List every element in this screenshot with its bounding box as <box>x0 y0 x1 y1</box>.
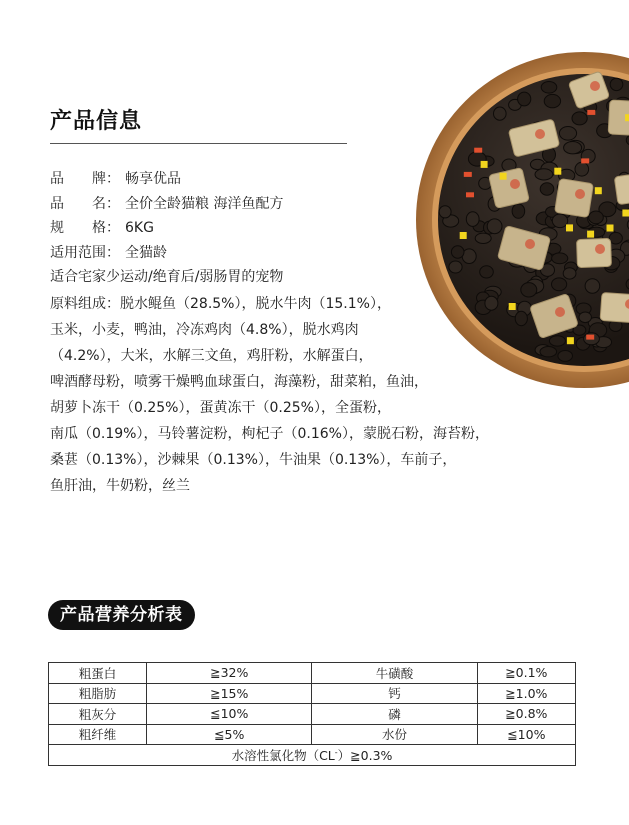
kibble <box>609 232 622 244</box>
product-info-block <box>50 167 580 499</box>
red-speck <box>595 244 605 254</box>
title-divider <box>50 143 347 144</box>
nutrient-name: 粗纤维 <box>49 724 147 745</box>
kibble <box>564 142 582 154</box>
ingredients-line: 鱼肝油，牛奶粉，丝兰 <box>50 477 190 494</box>
table-row <box>49 683 576 704</box>
kibble <box>494 107 507 120</box>
brand-value: 畅享优品 <box>125 171 181 187</box>
nutrient-name: 磷 <box>312 704 477 725</box>
carrot-bit <box>581 158 589 163</box>
carrot-bit <box>474 148 482 153</box>
kibble <box>579 312 591 323</box>
ingredients-line: （4.2%），大米，水解三文鱼，鸡肝粉，水解蛋白， <box>50 347 373 364</box>
carrot-bit <box>586 335 594 340</box>
scope-row <box>50 241 580 266</box>
nutrient-value: ≧1.0% <box>477 683 575 704</box>
nutrient-value: ≦10% <box>146 704 311 725</box>
chloride-prefix: 水溶性氯化物（CL <box>231 747 335 763</box>
spec-row <box>50 216 580 241</box>
nutrient-name: 钙 <box>312 683 477 704</box>
name-value: 全价全龄猫粮 海洋鱼配方 <box>125 195 284 212</box>
nutrient-value: ≧15% <box>146 683 311 704</box>
chloride-cell <box>49 745 576 766</box>
kibble <box>559 127 576 141</box>
kibble <box>572 112 587 125</box>
nutrient-value: ≧32% <box>146 663 311 684</box>
name-row <box>50 192 580 217</box>
yolk-bit <box>587 231 594 238</box>
kibble <box>541 82 557 94</box>
nutrient-name: 粗灰分 <box>49 704 147 725</box>
brand-row <box>50 167 580 192</box>
yolk-bit <box>595 187 602 194</box>
spec-label: 规 格： <box>50 220 120 236</box>
nutrient-name: 牛磺酸 <box>312 663 477 684</box>
suitable-text: 适合宅家少运动/绝育后/弱肠胃的宠物 <box>50 269 284 285</box>
kibble <box>544 94 560 107</box>
nutrition-table <box>48 662 576 766</box>
ingredients-line: 原料组成：脱水鲲鱼（28.5%），脱水牛肉（15.1%）， <box>50 295 391 312</box>
ingredients-line: 啤酒酵母粉，喷雾干燥鸭血球蛋白，海藻粉，甜菜粕，鱼油， <box>50 373 428 390</box>
table-row <box>49 724 576 745</box>
scope-value: 全猫龄 <box>125 244 167 261</box>
yolk-bit <box>607 225 614 232</box>
yolk-bit <box>622 210 629 217</box>
ingredients-line: 玉米，小麦，鸭油，冷冻鸡肉（4.8%），脱水鸡肉 <box>50 321 359 338</box>
nutrition-title-badge: 产品营养分析表 <box>48 600 195 630</box>
kibble <box>518 92 531 106</box>
nutrient-value: ≦10% <box>477 724 575 745</box>
nutrient-name: 水份 <box>312 724 477 745</box>
spec-value: 6KG <box>125 220 154 236</box>
kibble <box>610 78 623 90</box>
red-speck <box>535 129 545 139</box>
red-speck <box>590 81 600 91</box>
table-footer-row <box>49 745 576 766</box>
ingredients-line: 桑葚（0.13%），沙棘果（0.13%），牛油果（0.13%），车前子， <box>50 451 457 468</box>
nutrient-value: ≧0.8% <box>477 704 575 725</box>
kibble <box>589 211 604 224</box>
brand-label: 品 牌： <box>50 171 120 187</box>
kibble <box>585 279 600 293</box>
yolk-bit <box>625 114 629 121</box>
chloride-sup: - <box>334 747 338 757</box>
meat-chunk <box>577 238 612 267</box>
nutrient-value: ≧0.1% <box>477 663 575 684</box>
ingredients-line: 胡萝卜冻干（0.25%），蛋黄冻干（0.25%），全蛋粉， <box>50 399 391 416</box>
name-label: 品 名： <box>50 195 120 212</box>
scope-label: 适用范围： <box>50 244 120 261</box>
table-row <box>49 663 576 684</box>
product-info-title: 产品信息 <box>50 109 143 134</box>
ingredients-line: 南瓜（0.19%），马铃薯淀粉，枸杞子（0.16%），蒙脱石粉，海苔粉， <box>50 425 489 442</box>
meat-chunk <box>600 292 629 323</box>
carrot-bit <box>587 110 595 115</box>
table-row <box>49 704 576 725</box>
nutrient-name: 粗脂肪 <box>49 683 147 704</box>
chloride-suffix: ）≧0.3% <box>337 747 393 763</box>
nutrient-value: ≦5% <box>146 724 311 745</box>
nutrient-name: 粗蛋白 <box>49 663 147 684</box>
ingredients-text <box>50 291 580 499</box>
